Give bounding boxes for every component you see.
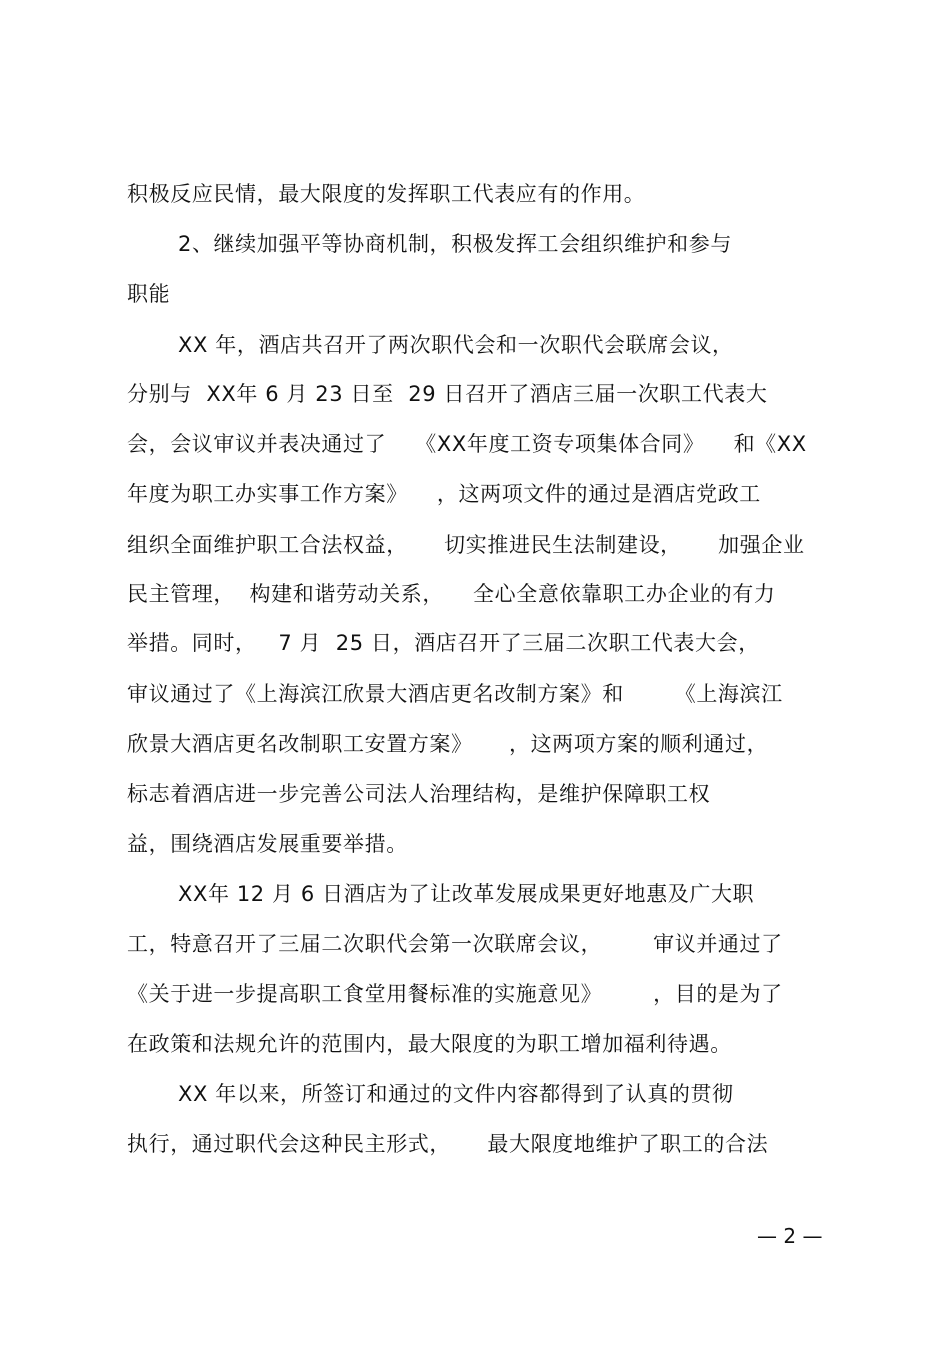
text-line: 年度为职工办实事工作方案》 ，这两项文件的通过是酒店党政工 — [127, 482, 761, 506]
text-line: 审议通过了《上海滨江欣景大酒店更名改制方案》和 《上海滨江 — [127, 682, 783, 706]
text-line: 《关于进一步提高职工食堂用餐标准的实施意见》 ，目的是为了 — [127, 982, 783, 1006]
text-line: 会，会议审议并表决通过了 《XX年度工资专项集体合同》 和《XX — [127, 432, 807, 456]
text-line: 积极反应民情，最大限度的发挥职工代表应有的作用。 — [127, 182, 646, 206]
text-line: 2、继续加强平等协商机制，积极发挥工会组织维护和参与 — [178, 232, 732, 256]
text-line: 欣景大酒店更名改制职工安置方案》 ，这两项方案的顺利通过， — [127, 732, 769, 756]
text-line: XX 年，酒店共召开了两次职代会和一次职代会联席会议， — [178, 333, 734, 357]
text-line: 组织全面维护职工合法权益， 切实推进民生法制建设， 加强企业 — [127, 533, 805, 557]
text-line: 在政策和法规允许的范围内，最大限度的为职工增加福利待遇。 — [127, 1032, 732, 1056]
text-line: 职能 — [127, 282, 171, 306]
text-line: 益，围绕酒店发展重要举措。 — [127, 832, 408, 856]
text-line: XX 年以来，所签订和通过的文件内容都得到了认真的贯彻 — [178, 1082, 734, 1106]
text-line: 举措。同时， 7 月 25 日，酒店召开了三届二次职工代表大会， — [127, 631, 760, 655]
text-line: XX年 12 月 6 日酒店为了让改革发展成果更好地惠及广大职 — [178, 882, 755, 906]
text-line: 民主管理， 构建和谐劳动关系， 全心全意依靠职工办企业的有力 — [127, 582, 776, 606]
text-line: 工，特意召开了三届二次职代会第一次联席会议， 审议并通过了 — [127, 932, 783, 956]
text-line: 标志着酒店进一步完善公司法人治理结构，是维护保障职工权 — [127, 782, 711, 806]
text-line: 执行，通过职代会这种民主形式， 最大限度地维护了职工的合法 — [127, 1132, 769, 1156]
text-line: 分别与 XX年 6 月 23 日至 29 日召开了酒店三届一次职工代表大 — [127, 382, 768, 406]
page-number: — 2 — — [757, 1224, 823, 1248]
